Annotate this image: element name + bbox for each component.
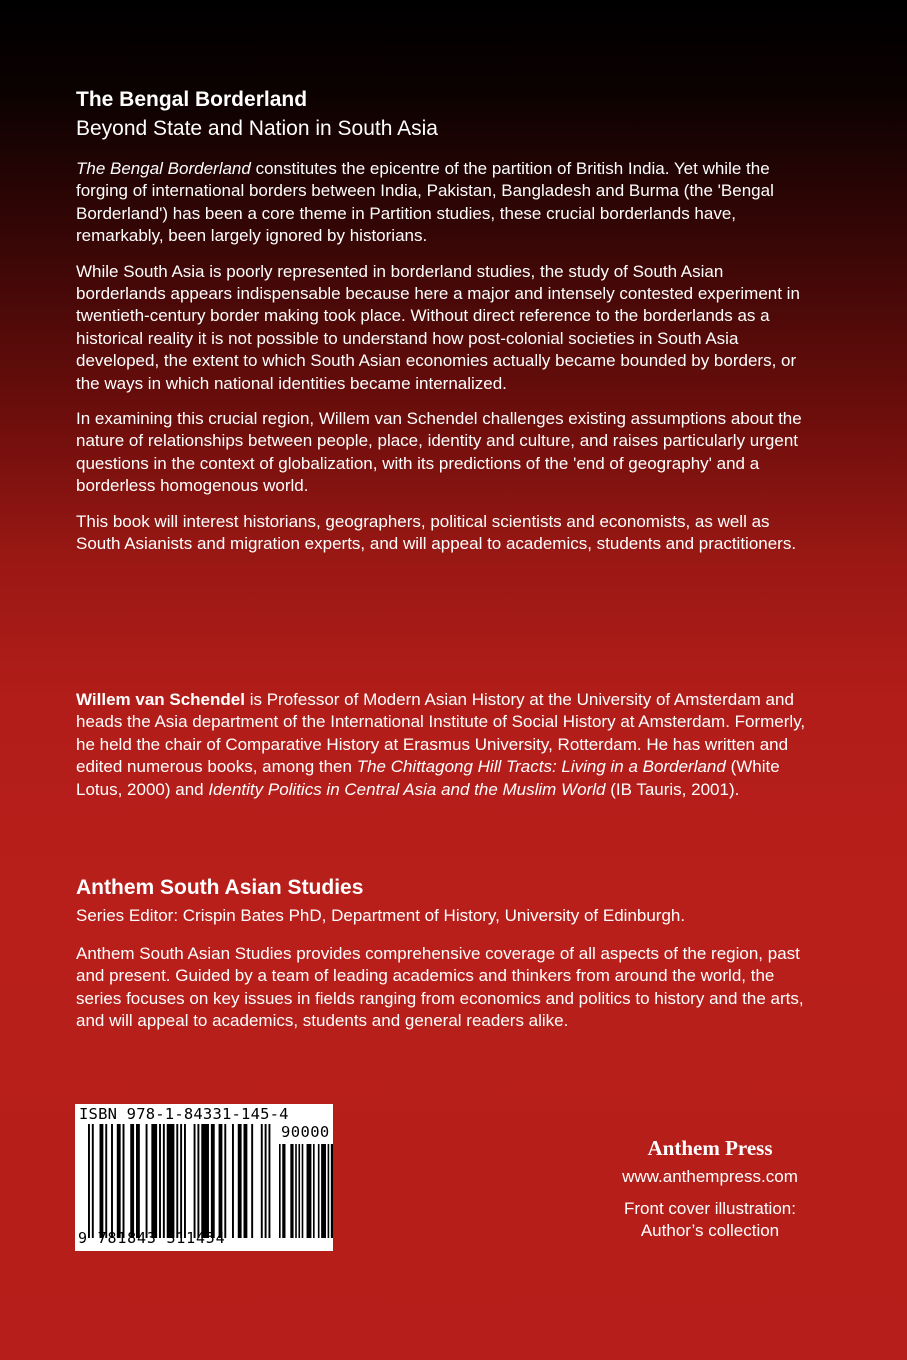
description-paragraph-4: This book will interest historians, geographers, political scientists and economists, as well as South Asianists and migration experts, and will appeal to academics, students and practitioners. bbox=[76, 511, 797, 554]
barcode-bar bbox=[251, 1124, 253, 1238]
barcode-bar bbox=[151, 1124, 157, 1238]
series-editor: Series Editor: Crispin Bates PhD, Department of History, University of Edinburgh. bbox=[76, 906, 686, 925]
barcode-bar bbox=[318, 1144, 320, 1238]
barcode-bar bbox=[163, 1124, 165, 1238]
barcode-bar bbox=[298, 1144, 300, 1238]
barcode-bar bbox=[238, 1124, 242, 1238]
barcode-bar bbox=[184, 1124, 186, 1238]
publisher-section bbox=[595, 1134, 825, 1242]
barcode-bar bbox=[92, 1124, 94, 1238]
description-paragraph-3: In examining this crucial region, Willem van Schendel challenges existing assumptions about the nature of relationships between people, place, identity and culture, and raises particularly urgent questions in the context of globalization, with its predictions of the 'end of geography' and a borderless homogenous world. bbox=[76, 409, 802, 496]
barcode-bar bbox=[295, 1144, 297, 1238]
barcode-bar bbox=[261, 1124, 263, 1238]
barcode-bar bbox=[194, 1124, 196, 1238]
author-bio-text: (IB Tauris, 2001). bbox=[605, 779, 740, 799]
barcode-bar bbox=[111, 1124, 113, 1238]
isbn-barcode bbox=[75, 1104, 333, 1251]
description-paragraph-2: While South Asia is poorly represented in borderland studies, the study of South Asian borderlands appears indispensable because here a major and intensely contested experiment in twentieth-century border making took place. Without direct reference to the borderlands as a historical reality it is not possible to understand how post-colonial societies in South Asia developed, the extent to which South Asian economies actually became bounded by borders, or the ways in which national identities became internalized. bbox=[76, 261, 800, 393]
cover-credit-line-2: Author’s collection bbox=[640, 1221, 780, 1240]
barcode-bar bbox=[307, 1144, 312, 1238]
title-reference: The Bengal Borderland bbox=[76, 159, 251, 178]
barcode-bar bbox=[331, 1144, 333, 1238]
barcode-bar bbox=[201, 1124, 209, 1238]
barcode-bar bbox=[117, 1124, 121, 1238]
barcode-bar bbox=[313, 1144, 315, 1238]
cover-credit bbox=[595, 1198, 825, 1242]
description-text: constitutes the epicentre of the partition of British India. Yet while the forging of international borders between India, Pakistan, Bangladesh and Burma (the 'Bengal Borderland') has been a core theme in Partition studies, these crucial borderlands have, remarkably, been largely ignored by historians. bbox=[76, 159, 774, 246]
author-bio bbox=[76, 689, 816, 801]
barcode-bar bbox=[302, 1144, 304, 1238]
barcode-bar bbox=[224, 1124, 226, 1238]
author-name: Willem van Schendel bbox=[76, 690, 245, 709]
series-title: Anthem South Asian Studies bbox=[76, 876, 364, 899]
barcode-bar bbox=[136, 1124, 140, 1238]
barcode-bar bbox=[180, 1124, 182, 1238]
book-title: The Bengal Borderland bbox=[76, 88, 308, 111]
barcode-bar bbox=[105, 1124, 107, 1238]
barcode-bar bbox=[130, 1124, 134, 1238]
barcode-bar bbox=[282, 1144, 285, 1238]
blurb-section bbox=[76, 86, 816, 569]
publisher-name: Anthem Press bbox=[647, 1136, 773, 1160]
barcode-bar bbox=[88, 1124, 90, 1238]
description-paragraph-1 bbox=[76, 158, 816, 248]
author-bio-text: (White Lotus, 2000) and bbox=[76, 757, 780, 799]
barcode-bar bbox=[265, 1124, 267, 1238]
author-book-1: The Chittagong Hill Tracts: Living in a Borderland bbox=[356, 757, 726, 777]
isbn-label: ISBN 978-1-84331-145-4 bbox=[79, 1105, 289, 1123]
barcode-bar bbox=[146, 1124, 148, 1238]
barcode-bar bbox=[176, 1124, 178, 1238]
publisher-url: www.anthempress.com bbox=[622, 1167, 798, 1186]
barcode-bar bbox=[211, 1124, 215, 1238]
barcode-bar bbox=[328, 1144, 330, 1238]
series-description: Anthem South Asian Studies provides comprehensive coverage of all aspects of the region, past and present. Guided by a team of leading academics and thinkers from around the world, the series focuses on key issues in fields ranging from economics and politics to history and the arts, and will appeal to academics, students and general readers alike. bbox=[76, 944, 804, 1031]
price-addon-label: 90000 bbox=[281, 1123, 330, 1141]
barcode-bar bbox=[268, 1124, 270, 1238]
series-section bbox=[76, 873, 816, 1033]
barcode-bar bbox=[279, 1144, 281, 1238]
cover-credit-line-1: Front cover illustration: bbox=[624, 1199, 796, 1218]
barcode-bar bbox=[100, 1124, 104, 1238]
barcode-bar bbox=[232, 1124, 234, 1238]
author-book-2: Identity Politics in Central Asia and the Muslim World bbox=[208, 779, 606, 799]
ean-number: 9 781843 311454 bbox=[78, 1229, 226, 1247]
barcode-bar bbox=[321, 1144, 326, 1238]
barcode-bar bbox=[197, 1124, 199, 1238]
barcode-bar bbox=[290, 1144, 293, 1238]
book-subtitle: Beyond State and Nation in South Asia bbox=[76, 117, 438, 140]
barcode-bar bbox=[123, 1124, 125, 1238]
barcode-bar bbox=[167, 1124, 175, 1238]
barcode-bar bbox=[244, 1124, 248, 1238]
barcode-bar bbox=[159, 1124, 161, 1238]
author-bio-text: is Professor of Modern Asian History at the University of Amsterdam and heads the Asia department of the International Institute of Social History at Amsterdam. Formerly, he held the chair of Comparative History at Erasmus University, Rotterdam. He has written and edited numerous books, among then bbox=[76, 690, 806, 777]
barcode-bar bbox=[219, 1124, 223, 1238]
